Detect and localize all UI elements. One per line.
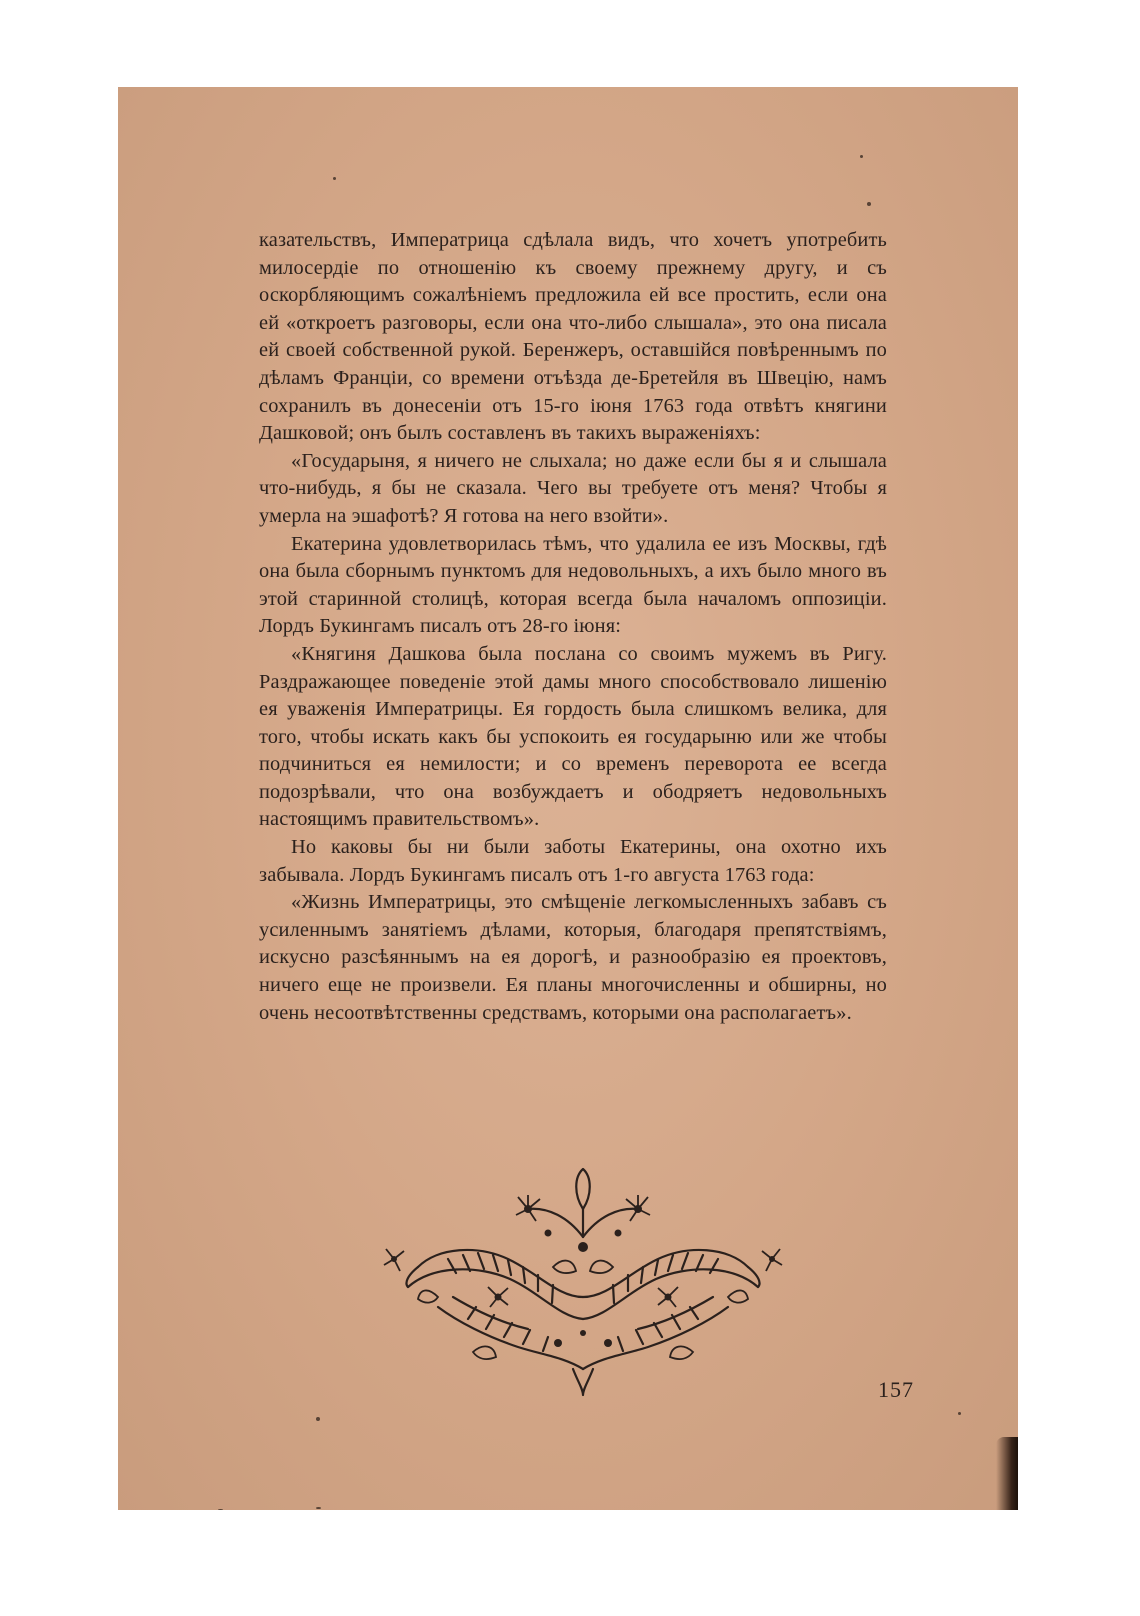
paragraph-5: Но каковы бы ни были заботы Екатерины, она охотно ихъ забывала. Лордъ Букингамъ писалъ отъ 1-го августа 1763 года: bbox=[259, 836, 887, 886]
paragraph-1: казательствъ, Императрица сдѣлала видъ, что хочетъ употребить милосердіе по отношенію къ своему прежнему другу, и съ оскорбляющимъ сожалѣніемъ предложила ей все простить, если она ей «откроетъ разговоры, если она что-либо слышала», это она писала ей своей собственной рукой. Беренжеръ, оставшійся повѣреннымъ по дѣламъ Франціи, со времени отъѣзда де-Бретейля въ Швецію, намъ сохранилъ въ донесеніи отъ 15-го іюня 1763 года отвѣтъ княгини Дашковой; онъ былъ составленъ въ такихъ выраженіяхъ: bbox=[259, 229, 887, 445]
paper-speck bbox=[316, 1507, 321, 1509]
page-edge-shadow bbox=[996, 1437, 1018, 1510]
page-number: 157 bbox=[878, 1377, 914, 1402]
paper-speck bbox=[867, 202, 871, 206]
paragraph-3: Екатерина удовлетворилась тѣмъ, что удалила ее изъ Москвы, гдѣ она была сборнымъ пунктомъ для недовольныхъ, а ихъ было много въ этой старинной столицѣ, которая всегда была началомъ оппозиціи. Лордъ Букингамъ писалъ отъ 28-го іюня: bbox=[259, 532, 887, 638]
scanned-page bbox=[118, 87, 1018, 1510]
paper-speck bbox=[333, 177, 336, 180]
body-text bbox=[259, 227, 887, 1027]
paragraph-6-quote: «Жизнь Императрицы, это смѣщеніе легкомысленныхъ забавъ съ усиленнымъ занятіемъ дѣлами, которыя, благодаря препятствіямъ, искусно разсѣяннымъ на ея дорогѣ, и разнообразію ея проектовъ, ничего еще не произвели. Ея планы многочисленны и обширны, но очень несоотвѣтственны средствамъ, которыми она располагаетъ». bbox=[259, 891, 887, 1024]
paper-speck bbox=[958, 1412, 961, 1415]
paper-speck bbox=[218, 1509, 223, 1510]
paper-speck bbox=[316, 1417, 320, 1421]
paragraph-4-quote: «Княгиня Дашкова была послана со своимъ мужемъ въ Ригу. Раздражающее поведеніе этой дамы много способствовало лишенію ея уваженія Императрицы. Ея гордость была слишкомъ велика, для того, чтобы искать какъ бы успокоить ея государыню или же чтобы подчиниться ея немилости; и со временъ переворота ее всегда подозрѣвали, что она возбуждаетъ и ободряетъ недовольныхъ настоящимъ правительствомъ». bbox=[259, 642, 887, 831]
paper-speck bbox=[860, 155, 863, 158]
floral-ornament bbox=[378, 1147, 788, 1397]
paragraph-2-quote: «Государыня, я ничего не слыхала; но даже если бы я и слышала что-нибудь, я бы не сказала. Чего вы требуете отъ меня? Чтобы я умерла на эшафотѣ? Я готова на него взойти». bbox=[259, 449, 887, 527]
